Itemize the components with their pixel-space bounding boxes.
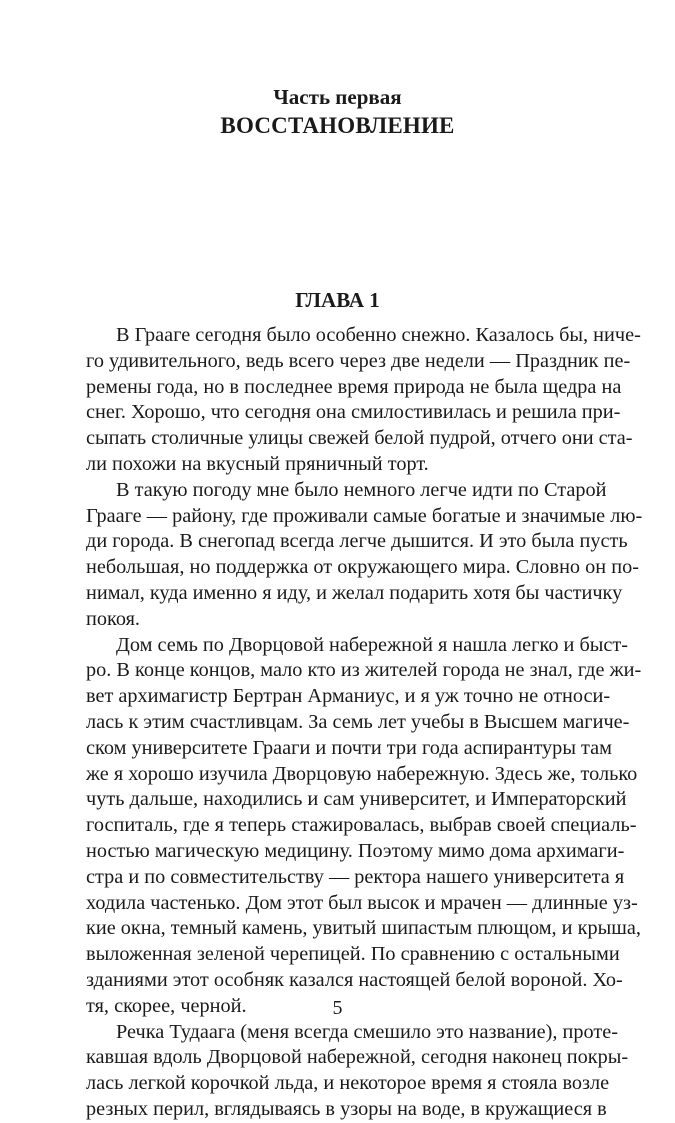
part-label: Часть первая bbox=[273, 85, 402, 109]
text-line: снег. Хорошо, что сегодня она смилостивилась и решила при- bbox=[86, 401, 621, 424]
text-line: резных перил, вглядываясь в узоры на воде, в кружащиеся в bbox=[86, 1097, 607, 1120]
text-line: ностью магическую медицину. Поэтому мимо дома архимаги- bbox=[86, 839, 625, 862]
text-line: лась к этим счастливцам. За семь лет учебы в Высшем магиче- bbox=[86, 710, 630, 733]
text-line: ро. В конце концов, мало кто из жителей города не знал, где жи- bbox=[86, 659, 642, 682]
text-line: нимал, куда именно я иду, и желал подарить хотя бы частичку bbox=[86, 581, 623, 604]
text-line: кие окна, темный камень, увитый шипастым плющом, и крыша, bbox=[86, 917, 641, 940]
text-line: стра и по совместительству — ректора нашего университета я bbox=[86, 865, 625, 888]
text-line: тя, скорее, черной. bbox=[86, 994, 247, 1017]
text-line: го удивительного, ведь всего через две недели — Праздник пе- bbox=[86, 349, 631, 372]
text-line: зданиями этот особняк казался настоящей белой вороной. Хо- bbox=[86, 968, 623, 991]
text-line: выложенная зеленой черепицей. По сравнению с остальными bbox=[86, 943, 620, 966]
page-number: 5 bbox=[332, 997, 343, 1019]
text-line: ди города. В снегопад всегда легче дышится. И это была пусть bbox=[86, 530, 628, 553]
text-line: ли похожи на вкусный пряничный торт. bbox=[86, 452, 429, 475]
text-line: вет архимагистр Бертран Арманиус, и я уж точно не относи- bbox=[86, 685, 611, 708]
text-line: небольшая, но поддержка от окружающего мира. Словно он по- bbox=[86, 556, 639, 579]
text-line: кавшая вдоль Дворцовой набережной, сегодня наконец покры- bbox=[86, 1046, 629, 1069]
text-line: ском университете Грааги и почти три года аспирантуры там bbox=[86, 736, 612, 759]
text-line: сыпать столичные улицы свежей белой пудрой, отчего они ста- bbox=[86, 427, 633, 450]
text-line: лась легкой корочкой льда, и некоторое время я стояла возле bbox=[86, 1072, 610, 1095]
chapter-title: ГЛАВА 1 bbox=[295, 288, 380, 312]
text-line: В такую погоду мне было немного легче идти по Старой bbox=[116, 478, 607, 501]
text-line: чуть дальше, находились и сам университет, и Императорский bbox=[86, 788, 627, 811]
part-title: ВОССТАНОВЛЕНИЕ bbox=[220, 113, 455, 138]
text-line: В Грааге сегодня было особенно снежно. Казалось бы, ниче- bbox=[116, 324, 641, 346]
text-line: ходила частенько. Дом этот был высок и мрачен — длинные уз- bbox=[86, 891, 638, 914]
text-line: госпиталь, где я теперь стажировалась, выбрав своей специаль- bbox=[86, 814, 637, 837]
text-line: же я хорошо изучила Дворцовую набережную. Здесь же, только bbox=[86, 762, 638, 785]
text-line: Дом семь по Дворцовой набережной я нашла легко и быст- bbox=[116, 633, 629, 656]
text-line: покоя. bbox=[86, 607, 140, 630]
text-line: ремены года, но в последнее время природа не была щедра на bbox=[86, 375, 622, 398]
text-line: Речка Тудаага (меня всегда смешило это название), проте- bbox=[116, 1020, 618, 1043]
text-line: Грааге — району, где проживали самые богатые и значимые лю- bbox=[86, 504, 643, 527]
